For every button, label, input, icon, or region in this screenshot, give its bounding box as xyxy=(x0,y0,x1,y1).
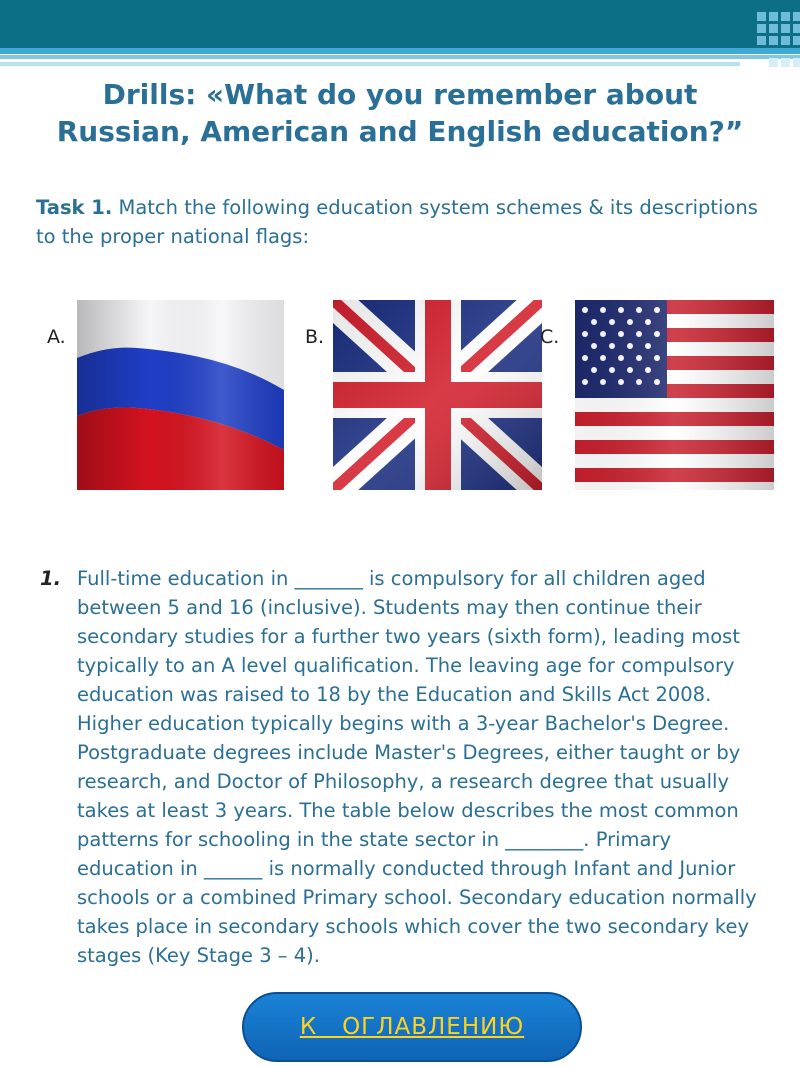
title-line-2: Russian, American and English education?” xyxy=(56,115,744,148)
task-label: Task 1. xyxy=(36,196,113,219)
flag-letter-b: B. xyxy=(305,326,325,348)
page-title xyxy=(0,76,800,150)
flag-letter-c: C. xyxy=(540,326,560,348)
russian-flag-icon xyxy=(77,300,284,490)
flag-letter-a: A. xyxy=(47,326,66,348)
paragraph-number: 1. xyxy=(40,567,61,590)
task-instruction xyxy=(36,193,776,251)
union-jack-flag-icon xyxy=(333,300,542,490)
paragraph-text: Full-time education in _______ is compulsory for all children aged between 5 and 16 (inclusive). Students may then continue their secondary studies for a further two years (sixth form), leading most typically to an A level qualification. The leaving age for compulsory education was raised to 18 by the Education and Skills Act 2008. Higher education typically begins with a 3-year Bachelor's Degree. Postgraduate degrees include Master's Degrees, either taught or by research, and Doctor of Philosophy, a research degree that usually takes at least 3 years. The table below describes the most common patterns for schooling in the state sector in ________. Primary education in ______ is normally conducted through Infant and Junior schools or a combined Primary school. Secondary education normally takes place in secondary schools which cover the two secondary key stages (Key Stage 3 – 4). xyxy=(77,567,757,967)
task-text: Match the following education system schemes & its descriptions to the proper national flags: xyxy=(36,196,758,248)
table-of-contents-label: К ОГЛАВЛЕНИЮ xyxy=(299,1014,525,1040)
us-flag-icon xyxy=(575,300,774,490)
table-of-contents-button[interactable] xyxy=(242,992,582,1062)
exercise-paragraph xyxy=(40,564,770,970)
title-line-1: Drills: «What do you remember about xyxy=(102,78,698,111)
header-band xyxy=(0,0,800,75)
